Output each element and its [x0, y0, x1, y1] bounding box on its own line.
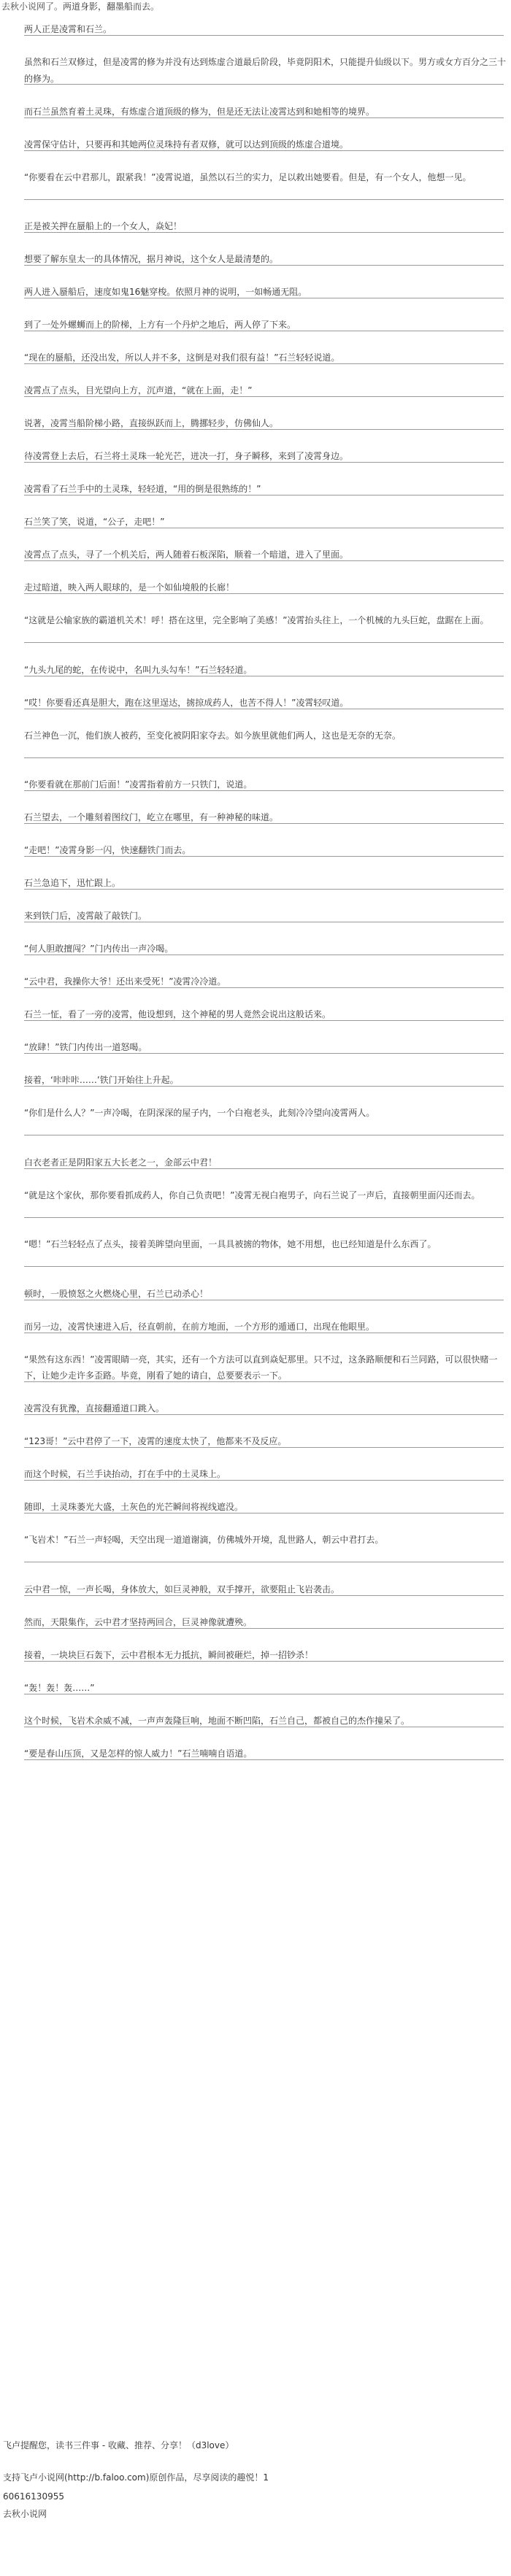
paragraph [0, 1343, 511, 1393]
paragraph [0, 1228, 511, 1278]
footer-promo: 飞卢提醒您，读书三件事 - 收藏、推荐、分享！（d3love） [3, 2440, 234, 2450]
paragraph [0, 933, 511, 965]
paragraph-text: “果然有这东西！”凌霄眼睛一亮，其实，还有一个方法可以直到焱妃那里。只不过，这条路顺便和石兰同路，可以很快赌一下，让她少走许多歪路。毕竟，刚看了她的请白，总要要表示一下。 [24, 1354, 498, 1381]
paragraph-text: 石兰笑了笑，说道，“公子，走吧！” [24, 517, 165, 527]
paragraph-underline [24, 1168, 504, 1169]
paragraph-underline [24, 117, 504, 118]
paragraph-text: 石兰急追下，迅忙跟上。 [24, 878, 121, 888]
paragraph [0, 1146, 511, 1179]
paragraph-text: 两人正是凌霄和石兰。 [24, 24, 112, 34]
footer-site-name: 去秋小说网 [3, 2509, 47, 2519]
paragraph [0, 768, 511, 801]
paragraph-underline [24, 790, 504, 791]
paragraph-underline [24, 1020, 504, 1021]
paragraph-text: 虽然和石兰双修过，但是凌霄的修为并没有达到炼虚合道最后阶段，毕竟阴阳术，只能提升仙级以下。男方或女方百分之三十的修为。 [24, 57, 507, 84]
paragraph-underline [24, 363, 504, 364]
paragraph-underline [24, 1217, 504, 1218]
paragraph [0, 834, 511, 867]
paragraph-text: 而石兰虽然育着土灵珠，有炼虚合道顶级的修为，但是还无法让凌霄达到和她相等的境界。 [24, 106, 375, 117]
paragraph-underline [24, 35, 504, 36]
paragraph [0, 1705, 511, 1738]
paragraph-text: 云中君一惊，一声长喝，身体放大，如巨灵神般，双手撑开，欲要阻止飞岩袭击。 [24, 1584, 340, 1594]
paragraph-text: 想要了解东皇太一的具体情况，据月神说，这个女人是最清楚的。 [24, 254, 279, 264]
paragraph [0, 604, 511, 654]
paragraph-underline [24, 823, 504, 824]
paragraph-underline [24, 1086, 504, 1087]
paragraph-underline [24, 1628, 504, 1629]
paragraph [0, 1491, 511, 1524]
paragraph-text: 凌霄点了点头，目光望向上方，沉声道，“就在上面，走！” [24, 385, 253, 396]
paragraph-text: 而另一边，凌霄快速进入后，径直朝前，在前方地面，一个方形的遁通口，出现在他眼里。 [24, 1321, 375, 1332]
paragraph [0, 801, 511, 834]
paragraph-text: “云中君，我操你大爷！还出来受死！”凌霄冷冷道。 [24, 976, 226, 987]
paragraph-text: 然而，天限集作，云中君才坚持两回合，巨灵神像就遭殃。 [24, 1616, 253, 1627]
paragraph [0, 1425, 511, 1458]
paragraph [0, 506, 511, 539]
paragraph-text: 凌霄点了点头，寻了一个机关后，两人随着石板深陷，顺着一个暗道，进入了里面。 [24, 549, 349, 560]
header-text: 了。两道身影，翻墨船而去。 [45, 1, 160, 12]
paragraph [0, 473, 511, 506]
paragraph-underline [24, 987, 504, 988]
paragraph-text: 石兰望去，一个雕刻着图纹门，屹立在哪里，有一种神秘的味道。 [24, 812, 279, 822]
paragraph-text: 凌霄没有犹豫，直接翻遁道口跳入。 [24, 1403, 165, 1414]
paragraph-text: 顿时，一股愤怒之火燃烧心里，石兰已动杀心！ [24, 1288, 209, 1299]
paragraph-text: “嗯！”石兰轻轻点了点头，接着美眸望向里面，一具具被掳的物体，她不用想，也已经知道是什么东西了。 [24, 1239, 437, 1249]
paragraph [0, 407, 511, 440]
paragraph [0, 243, 511, 276]
paragraph-underline [24, 1447, 504, 1448]
footer-code: 60616130955 [3, 2491, 64, 2502]
paragraph [0, 161, 511, 211]
paragraph-underline [24, 1759, 504, 1760]
paragraph-underline [24, 856, 504, 857]
paragraph [0, 1179, 511, 1229]
paragraph-underline [24, 462, 504, 463]
paragraph-text: “这就是公输家族的霸道机关术！呼！搭在这里，完全影响了美感！”凌霄抬头往上，一个机械的九头巨蛇，盘踞在上面。 [24, 615, 489, 625]
page-footer [3, 2437, 269, 2522]
paragraph-text: 白衣老者正是阴阳家五大长老之一，金部云中君！ [24, 1157, 218, 1168]
paragraph [0, 1031, 511, 1064]
paragraph-text: 凌霄保守估计，只要再和其她两位灵珠持有者双修，就可以达到顶级的炼虚合道境。 [24, 139, 349, 150]
paragraph [0, 998, 511, 1031]
paragraph-underline [24, 1661, 504, 1662]
paragraph [0, 1064, 511, 1097]
paragraph-text: “放肆！”铁门内传出一道怒喝。 [24, 1042, 147, 1052]
paragraph [0, 374, 511, 407]
paragraph [0, 900, 511, 933]
paragraph-underline [24, 84, 504, 85]
paragraph-text: “你要看在云中君那儿，跟紧我！”凌霄说道，虽然以石兰的实力，足以救出她要看。但是，有一个女人，他想一见。 [24, 171, 472, 182]
paragraph [0, 965, 511, 998]
paragraph-text: 凌霄看了石兰手中的土灵珠，轻轻道，“用的倒是很熟练的！” [24, 484, 261, 494]
site-name: 去秋小说网 [1, 1, 46, 12]
paragraph [0, 654, 511, 687]
paragraph [0, 571, 511, 604]
paragraph-underline [24, 265, 504, 266]
paragraph-underline [24, 1480, 504, 1481]
paragraph-text: 接着，‘咔咔咔……’铁门开始往上升起。 [24, 1075, 179, 1085]
paragraph [0, 342, 511, 374]
paragraph-text: 石兰神色一沉，他们族人被药，至变化被阴阳家夺去。如今族里就他们两人，这也是无奈的无奈。 [24, 730, 402, 741]
paragraph-text: “走吧！”凌霄身影一闪，快速翻铁门而去。 [24, 845, 191, 855]
paragraph [0, 1573, 511, 1606]
paragraph-underline [24, 642, 504, 643]
paragraph [0, 276, 511, 309]
paragraph [0, 128, 511, 161]
paragraph-underline [24, 1053, 504, 1054]
paragraph-text: 接着，一块块巨石轰下，云中君根本无力抵抗，瞬间被砸烂，掉一招钞杀！ [24, 1649, 314, 1660]
paragraph [0, 720, 511, 769]
paragraph-text: “你们是什么人？”一声冷喝，在阴深深的屋子内，一个白袍老头，此刻冷冷望向凌霄两人。 [24, 1108, 375, 1118]
paragraph [0, 13, 511, 46]
paragraph-underline [24, 232, 504, 233]
paragraph [0, 1278, 511, 1311]
paragraph-text: “哎！你要看还真是胆大，跑在这里逞达，掳掠成药人，也苦不得人！”凌霄轻叹道。 [24, 697, 349, 708]
paragraph-text: “九头九尾的蛇，在传说中，名叫九头勾车！”石兰轻轻道。 [24, 664, 253, 675]
paragraph-text: “就是这个家伙，那你要看抓成药人，你自己负责吧！”凌霄无视白袍男子，向石兰说了一声后，直接朝里面闪还而去。 [24, 1189, 480, 1200]
paragraph-underline [24, 1381, 504, 1382]
paragraph [0, 1311, 511, 1343]
paragraph-text: “现在的蜃船，还没出发，所以人并不多，这倒是对我们很有益！”石兰轻轻说道。 [24, 352, 340, 363]
chapter-body [0, 13, 511, 1770]
paragraph-underline [24, 199, 504, 200]
paragraph-underline [24, 150, 504, 151]
paragraph-underline [24, 1266, 504, 1267]
paragraph [0, 1458, 511, 1491]
paragraph-underline [24, 429, 504, 430]
paragraph-text: “何人胆敢擅闯？”门内传出一声冷喝。 [24, 944, 174, 954]
paragraph-text: “123哥！”云中君停了一下，凌霄的速度太快了，他都来不及反应。 [24, 1436, 287, 1446]
paragraph-text: “要是春山压顶，又是怎样的惊人威力！”石兰喃喃自语道。 [24, 1748, 253, 1759]
paragraph [0, 440, 511, 473]
paragraph-text: 两人进入蜃船后，速度如鬼16魅穿梭。依照月神的说明，一如畅通无阻。 [24, 287, 307, 297]
paragraph [0, 1392, 511, 1425]
paragraph [0, 867, 511, 900]
paragraph-text: 这个时候，飞岩术余威不减，一声声轰隆巨响，地面不断凹陷，石兰自己，都被自己的杰作撞呆了。 [24, 1715, 410, 1726]
paragraph-underline [24, 1595, 504, 1596]
paragraph [0, 1639, 511, 1672]
paragraph-underline [24, 560, 504, 561]
paragraph-text: “轰！轰！轰……” [24, 1682, 95, 1693]
paragraph [0, 1672, 511, 1705]
paragraph-text: 随即，土灵珠萎光大盛，土灰色的光芒瞬间将视线遮没。 [24, 1502, 244, 1512]
paragraph-underline [24, 889, 504, 890]
paragraph-text: “飞岩术！”石兰一声轻喝，天空出现一道道谢滴，仿佛城外开境，乱世路人，朝云中君打去。 [24, 1535, 384, 1545]
paragraph [0, 687, 511, 720]
paragraph [0, 46, 511, 96]
paragraph-underline [24, 1414, 504, 1415]
paragraph-text: 说著，凌霄当船阶梯小路，直接纵跃而上，腾挪轻步，仿佛仙人。 [24, 418, 279, 428]
paragraph-text: 正是被关押在蜃船上的一个女人，焱妃！ [24, 221, 182, 231]
paragraph [0, 309, 511, 342]
paragraph-text: 来到铁门后，凌霄敲了敲铁门。 [24, 911, 147, 921]
page-header [1, 1, 159, 12]
paragraph-underline [24, 593, 504, 594]
paragraph [0, 539, 511, 571]
paragraph [0, 1606, 511, 1639]
paragraph-text: “你要看就在那前门后面！”凌霄指着前方一只铁门，说道。 [24, 779, 253, 790]
paragraph [0, 1097, 511, 1146]
paragraph-text: 走过暗道，映入两人眼球的，是一个如仙境般的长廊！ [24, 582, 235, 593]
paragraph-underline [24, 757, 504, 758]
paragraph [0, 210, 511, 243]
paragraph-text: 而这个时候，石兰手诀抬动，打在手中的土灵珠上。 [24, 1469, 226, 1479]
footer-support-link[interactable]: 支持飞卢小说网(http://b.faloo.com)原创作品，尽享阅读的趣悦！1 [3, 2472, 269, 2483]
paragraph [0, 96, 511, 128]
paragraph [0, 1738, 511, 1770]
paragraph [0, 1524, 511, 1573]
paragraph-underline [24, 396, 504, 397]
paragraph-text: 石兰一怔，看了一旁的凌霄，他设想到，这个神秘的男人竟然会说出这般话来。 [24, 1009, 331, 1019]
paragraph-text: 到了一处外螺蛳而上的阶梯，上方有一个丹炉之地后，两人停了下来。 [24, 320, 296, 330]
paragraph-text: 待凌霄登上去后，石兰将土灵珠一轮光芒，迸决一打，身子瞬移，来到了凌霄身边。 [24, 451, 349, 461]
